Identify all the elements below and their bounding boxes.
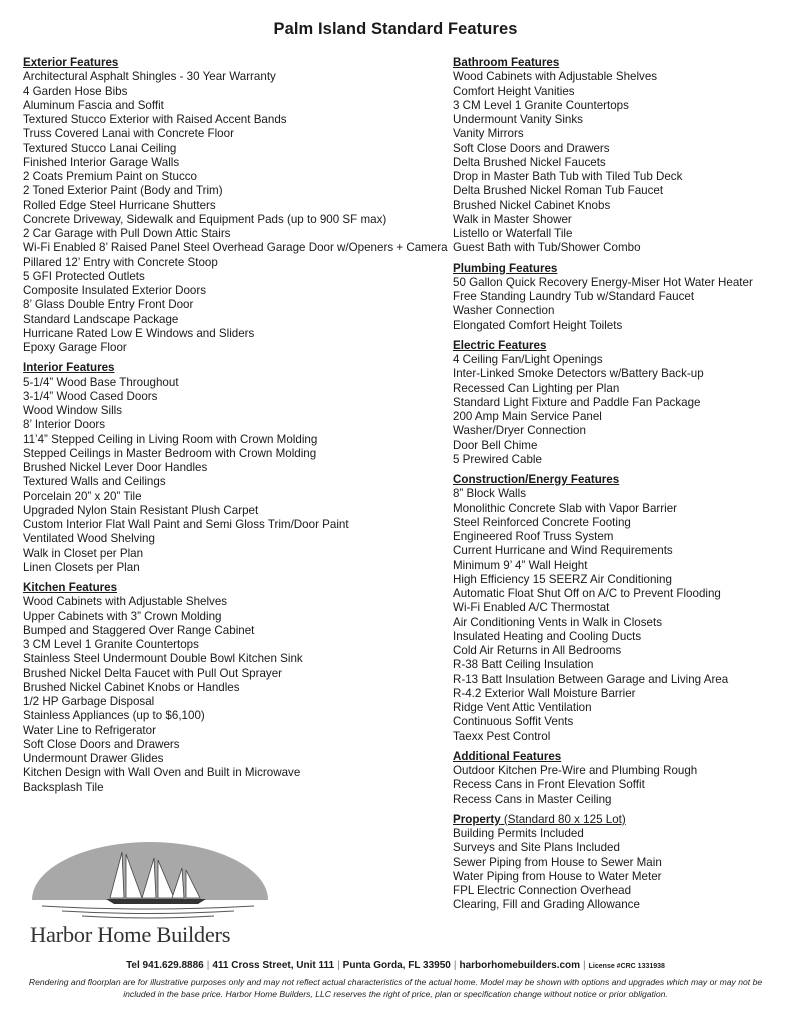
feature-item: Undermount Drawer Glides (23, 752, 164, 765)
feature-item: Current Hurricane and Wind Requirements (453, 544, 673, 558)
section-additional-features (453, 750, 783, 807)
feature-item: 4 Garden Hose Bibs (23, 84, 128, 98)
feature-item: Washer/Dryer Connection (453, 424, 586, 438)
feature-item: Hurricane Rated Low E Windows and Sliders (23, 326, 255, 340)
feature-item: Insulated Heating and Cooling Ducts (453, 629, 642, 643)
section-heading-text: Bathroom Features (453, 56, 560, 69)
feature-item: 2 Car Garage with Pull Down Attic Stairs (23, 227, 231, 240)
feature-item: Stainless Appliances (up to $6,100) (23, 709, 205, 723)
feature-item: 8’ Interior Doors (23, 418, 106, 432)
feature-item: Finished Interior Garage Walls (23, 155, 180, 169)
feature-item: Free Standing Laundry Tub w/Standard Faucet (453, 290, 695, 303)
section-heading-text: Kitchen Features (23, 581, 118, 594)
feature-item: Taexx Pest Control (453, 729, 551, 743)
feature-item: Textured Walls and Ceilings (23, 475, 166, 489)
feature-item: Clearing, Fill and Grading Allowance (453, 898, 640, 912)
footer-contact: Tel 941.629.8886 | 411 Cross Street, Unit 111 | Punta Gorda, FL 33950 | harborhomebuilders.com | License #CRC 1331938 (126, 960, 665, 971)
feature-item: Delta Brushed Nickel Roman Tub Faucet (453, 184, 664, 198)
section-kitchen-features (23, 581, 433, 795)
feature-item: Walk in Master Shower (453, 212, 572, 226)
feature-item: 8” Block Walls (453, 487, 527, 501)
section-construction-energy-features (453, 473, 783, 744)
feature-item: Inter-Linked Smoke Detectors w/Battery Back-up (453, 367, 704, 381)
feature-item: 3-1/4” Wood Cased Doors (23, 389, 158, 403)
feature-item: Air Conditioning Vents in Walk in Closets (453, 615, 662, 629)
feature-item: Linen Closets per Plan (23, 560, 140, 574)
feature-item: High Efficiency 15 SEERZ Air Conditioning (453, 572, 672, 586)
feature-item: Sewer Piping from House to Sewer Main (453, 855, 662, 869)
feature-item: 50 Gallon Quick Recovery Energy-Miser Hot Water Heater (453, 275, 753, 289)
city: Punta Gorda, FL 33950 (342, 960, 451, 971)
company-logo (22, 838, 272, 952)
feature-item: Delta Brushed Nickel Faucets (453, 155, 606, 169)
feature-item: Upper Cabinets with 3” Crown Molding (23, 609, 222, 623)
feature-item: Concrete Driveway, Sidewalk and Equipment Pads (up to 900 SF max) (23, 212, 387, 226)
feature-item: Bumped and Staggered Over Range Cabinet (23, 623, 255, 637)
feature-item: Brushed Nickel Cabinet Knobs (453, 198, 611, 212)
feature-item: Elongated Comfort Height Toilets (453, 318, 623, 332)
feature-item: 3 CM Level 1 Granite Countertops (453, 98, 629, 112)
feature-item: 5 Prewired Cable (453, 452, 542, 466)
section-heading (453, 56, 783, 70)
feature-item: Wi-Fi Enabled A/C Thermostat (453, 601, 610, 615)
feature-item: Guest Bath with Tub/Shower Combo (453, 241, 641, 255)
feature-item: 2 Coats Premium Paint on Stucco (23, 170, 197, 183)
feature-item: Building Permits Included (453, 827, 584, 840)
feature-item: R-13 Batt Insulation Between Garage and Living Area (453, 672, 729, 686)
feature-item: Drop in Master Bath Tub with Tiled Tub Deck (453, 170, 683, 183)
section-heading-text: Construction/Energy Features (453, 473, 620, 486)
feature-item: Porcelain 20” x 20” Tile (23, 489, 142, 503)
feature-item: Wood Cabinets with Adjustable Shelves (453, 70, 658, 84)
section-electric-features (453, 339, 783, 467)
feature-item: 2 Toned Exterior Paint (Body and Trim) (23, 184, 223, 198)
section-heading-text: Electric Features (453, 338, 547, 352)
feature-item: 8’ Glass Double Entry Front Door (23, 298, 194, 312)
feature-item: Ridge Vent Attic Ventilation (453, 701, 592, 714)
right-column (453, 56, 783, 919)
feature-item: 11’4” Stepped Ceiling in Living Room with Crown Molding (23, 432, 318, 446)
feature-item: Automatic Float Shut Off on A/C to Prevent Flooding (453, 587, 721, 600)
feature-item: Minimum 9’ 4” Wall Height (453, 558, 588, 572)
feature-item: Soft Close Doors and Drawers (23, 737, 180, 751)
feature-item: Brushed Nickel Cabinet Knobs or Handles (23, 680, 240, 694)
feature-item: Door Bell Chime (453, 438, 538, 452)
feature-item: 5-1/4” Wood Base Throughout (23, 375, 179, 389)
feature-item: Rolled Edge Steel Hurricane Shutters (23, 198, 216, 212)
feature-item: FPL Electric Connection Overhead (453, 884, 632, 897)
license: License #CRC 1331938 (588, 963, 665, 970)
feature-item: Soft Close Doors and Drawers (453, 141, 610, 155)
feature-item: Standard Landscape Package (23, 312, 179, 326)
feature-item: Continuous Soffit Vents (453, 715, 574, 729)
feature-item: Aluminum Fascia and Soffit (23, 98, 164, 112)
feature-item: Listello or Waterfall Tile (453, 227, 573, 240)
section-heading-text: Plumbing Features (453, 261, 558, 275)
feature-item: 5 GFI Protected Outlets (23, 269, 145, 283)
feature-item: Custom Interior Flat Wall Paint and Semi Gloss Trim/Door Paint (23, 518, 349, 531)
website-link[interactable]: harborhomebuilders.com (459, 960, 581, 971)
feature-item: Kitchen Design with Wall Oven and Built in Microwave (23, 766, 301, 780)
feature-item: Brushed Nickel Delta Faucet with Pull Out Sprayer (23, 666, 283, 680)
feature-item: Water Piping from House to Water Meter (453, 869, 662, 883)
feature-item: Textured Stucco Lanai Ceiling (23, 141, 177, 155)
section-interior-features (23, 361, 433, 575)
section-heading (453, 262, 783, 276)
section-property (453, 813, 783, 913)
feature-item: Wood Cabinets with Adjustable Shelves (23, 595, 228, 609)
section-heading (453, 339, 783, 353)
feature-item: Epoxy Garage Floor (23, 341, 127, 354)
feature-item: R-38 Batt Ceiling Insulation (453, 658, 594, 672)
feature-item: Washer Connection (453, 304, 555, 318)
feature-item: 1/2 HP Garbage Disposal (23, 695, 155, 708)
section-heading-text: Property (453, 812, 501, 826)
feature-item: Stainless Steel Undermount Double Bowl Kitchen Sink (23, 652, 303, 666)
section-plumbing-features (453, 262, 783, 333)
section-heading-text: Interior Features (23, 361, 115, 375)
feature-item: Pillared 12’ Entry with Concrete Stoop (23, 255, 218, 269)
section-heading-text: Additional Features (453, 749, 562, 763)
address: 411 Cross Street, Unit 111 (212, 960, 335, 971)
section-heading-note: (Standard 80 x 125 Lot) (500, 812, 626, 826)
feature-item: 3 CM Level 1 Granite Countertops (23, 638, 199, 651)
feature-item: Water Line to Refrigerator (23, 723, 156, 737)
section-heading (23, 56, 433, 70)
feature-item: Standard Light Fixture and Paddle Fan Package (453, 395, 701, 409)
sailboats-icon (22, 838, 272, 928)
feature-item: Cold Air Returns in All Bedrooms (453, 644, 622, 657)
feature-item: Monolithic Concrete Slab with Vapor Barrier (453, 501, 678, 515)
section-heading (23, 581, 433, 595)
feature-item: Surveys and Site Plans Included (453, 841, 620, 855)
page-title: Palm Island Standard Features (273, 20, 518, 38)
feature-item: Upgraded Nylon Stain Resistant Plush Carpet (23, 503, 259, 517)
feature-item: Backsplash Tile (23, 780, 104, 794)
section-heading (453, 750, 783, 764)
feature-item: Wi-Fi Enabled 8’ Raised Panel Steel Overhead Garage Door w/Openers + Camera (23, 241, 448, 255)
section-heading (453, 473, 783, 487)
feature-item: Recess Cans in Master Ceiling (453, 792, 612, 806)
feature-item: Composite Insulated Exterior Doors (23, 284, 207, 297)
feature-item: Recess Cans in Front Elevation Soffit (453, 778, 645, 792)
feature-item: Walk in Closet per Plan (23, 546, 144, 560)
section-bathroom-features (453, 56, 783, 256)
feature-item: R-4.2 Exterior Wall Moisture Barrier (453, 686, 636, 700)
feature-item: Vanity Mirrors (453, 127, 524, 141)
feature-item: Textured Stucco Exterior with Raised Accent Bands (23, 113, 287, 126)
feature-item: Engineered Roof Truss System (453, 530, 614, 543)
feature-item: Recessed Can Lighting per Plan (453, 381, 620, 395)
feature-item: Truss Covered Lanai with Concrete Floor (23, 127, 234, 141)
left-column (23, 56, 448, 801)
feature-item: Architectural Asphalt Shingles - 30 Year Warranty (23, 70, 276, 84)
company-name: Harbor Home Builders (30, 922, 231, 947)
feature-item: Wood Window Sills (23, 404, 123, 417)
phone: Tel 941.629.8886 (126, 960, 204, 971)
section-heading-text: Exterior Features (23, 56, 119, 69)
feature-item: Outdoor Kitchen Pre-Wire and Plumbing Rough (453, 764, 698, 777)
feature-item: 200 Amp Main Service Panel (453, 410, 602, 423)
feature-item: Brushed Nickel Lever Door Handles (23, 461, 208, 474)
section-heading (23, 361, 433, 375)
feature-item: Steel Reinforced Concrete Footing (453, 515, 631, 529)
feature-item: Ventilated Wood Shelving (23, 532, 155, 546)
section-heading (453, 813, 783, 827)
feature-item: 4 Ceiling Fan/Light Openings (453, 353, 603, 366)
feature-item: Stepped Ceilings in Master Bedroom with Crown Molding (23, 446, 317, 460)
disclaimer: Rendering and floorplan are for illustrative purposes only and may not reflect actual characteristics of the actual home. Model may be shown with options and upgrades which may or may not be included in the base price. Harbor Home Builders, LLC reserves the right of price, plan or specification change without notice or prior obligation. (28, 977, 763, 999)
feature-item: Comfort Height Vanities (453, 84, 575, 98)
feature-item: Undermount Vanity Sinks (453, 113, 583, 126)
section-exterior-features (23, 56, 448, 355)
